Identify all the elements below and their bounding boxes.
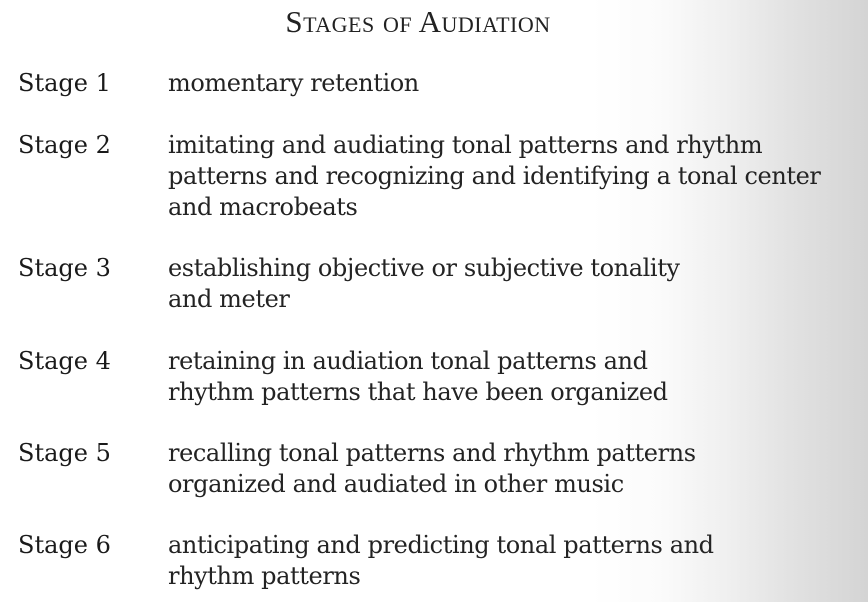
stage-label: Stage 3 <box>18 254 111 282</box>
stage-label: Stage 2 <box>18 131 111 159</box>
stage-description-line: retaining in audiation tonal patterns and <box>168 347 648 375</box>
page-title: Stages of Audiation <box>285 4 551 39</box>
stage-description <box>168 130 821 223</box>
stage-description-line: recalling tonal patterns and rhythm patterns <box>168 439 696 467</box>
stage-description-line: establishing objective or subjective tonality <box>168 254 680 282</box>
stage-description <box>168 68 419 99</box>
stage-description-line: rhythm patterns <box>168 562 361 590</box>
stage-label: Stage 5 <box>18 439 111 467</box>
stage-description <box>168 346 668 408</box>
stage-description <box>168 438 696 500</box>
stage-description-line: patterns and recognizing and identifying a tonal center <box>168 162 821 190</box>
stage-description-line: and meter <box>168 285 290 313</box>
stage-description-line: anticipating and predicting tonal patterns and <box>168 531 714 559</box>
stage-description-line: rhythm patterns that have been organized <box>168 378 668 406</box>
stage-description-line: organized and audiated in other music <box>168 470 624 498</box>
stage-description-line: imitating and audiating tonal patterns and rhythm <box>168 131 763 159</box>
stage-label: Stage 1 <box>18 69 111 97</box>
stage-description <box>168 530 714 592</box>
stage-description-line: and macrobeats <box>168 193 358 221</box>
stage-description <box>168 253 680 315</box>
stage-label: Stage 4 <box>18 347 111 375</box>
stage-description-line: momentary retention <box>168 69 419 97</box>
stage-label: Stage 6 <box>18 531 111 559</box>
